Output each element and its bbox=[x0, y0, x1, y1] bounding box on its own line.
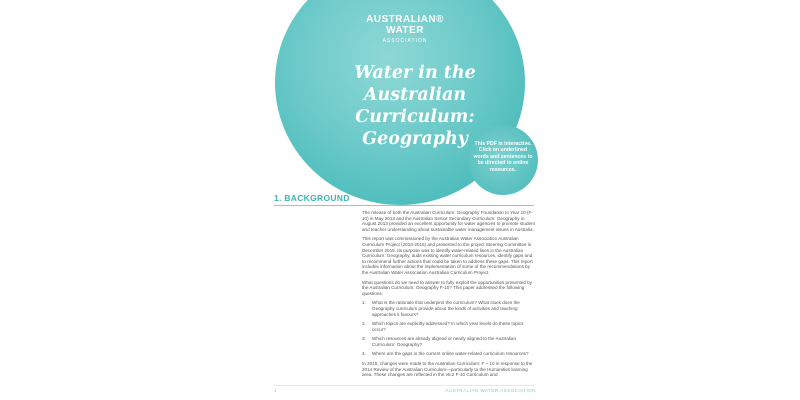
title-line: Geography bbox=[362, 129, 468, 149]
question-number: 1. bbox=[362, 300, 366, 306]
paragraph: This report was commissioned by the Australian Water Association Australian Curriculum Project (2013-2015) and presented to the project Steering Committee in December 2015. Its purpose was to identify water-related lines in the Australian Curriculum: Geography, audit existing water curriculum resources, identify gaps and to recommend further actions that could be taken to address these gaps. This report includes information about the implementation of some of the recommendations by the Australian Water Association Australian Curriculum Project. bbox=[362, 236, 533, 275]
document-page bbox=[250, 0, 550, 400]
logo-line-3: ASSOCIATION bbox=[382, 38, 428, 44]
logo-line-1: AUSTRALIAN® bbox=[366, 14, 444, 25]
paragraph: The release of both the Australian Curriculum: Geography Foundation to Year 10 (F-10) in May 2013 and the Australian Senior Secondary Curriculum: Geography in August 2013 provided an excellent opportunity for water agencies to promote student and teacher understanding about sustainable water management issues in Australia. bbox=[362, 210, 535, 232]
title-line: Water in the bbox=[354, 63, 476, 83]
question-item bbox=[362, 336, 537, 347]
question-text: Which resources are already aligned or nearly aligned to the Australian Curriculum: Geography? bbox=[372, 336, 517, 347]
document-title bbox=[320, 62, 510, 150]
title-line: Curriculum: bbox=[355, 107, 475, 127]
question-number: 4. bbox=[362, 351, 366, 357]
page-number: 1 bbox=[274, 388, 277, 393]
question-text: Where are the gaps in the current online water-related curriculum resources? bbox=[372, 351, 529, 357]
question-text: What is the rationale that underpins the curriculum? What clues does the Geography curriculum provide about the kinds of activities and teaching approaches it favours? bbox=[372, 300, 520, 317]
section-heading: 1. BACKGROUND bbox=[274, 193, 350, 203]
question-item bbox=[362, 351, 537, 357]
question-item bbox=[362, 300, 537, 317]
question-number: 3. bbox=[362, 336, 366, 342]
logo-line-2: WATER bbox=[386, 25, 424, 36]
title-line: Australian bbox=[363, 85, 467, 105]
section-divider bbox=[274, 205, 534, 206]
paragraph: What questions do we need to answer to fully exploit the opportunities presented by the Australian Curriculum: Geography F-10? This paper addressed the following questions: bbox=[362, 279, 533, 296]
question-number: 2. bbox=[362, 321, 366, 327]
awa-logo bbox=[350, 14, 460, 44]
question-text: Which topics are explicitly addressed? In which year levels do these topics occur? bbox=[372, 321, 524, 332]
interactive-note: This PDF is interactive. Click on underlined words and sentences to be directed to online resources. bbox=[473, 141, 533, 173]
question-item bbox=[362, 321, 537, 332]
footer-divider bbox=[274, 385, 534, 386]
paragraph: In 2015, changes were made to the Australian Curriculum: F – 10 in response to the 2014 Review of the Australian Curriculum—particularly to the Humanities learning area. These changes are reflected in the v8.2 F-10 Curriculum and bbox=[362, 361, 533, 378]
footer-org-name: AUSTRALIAN WATER ASSOCIATION bbox=[445, 388, 536, 393]
body-text bbox=[362, 210, 537, 382]
